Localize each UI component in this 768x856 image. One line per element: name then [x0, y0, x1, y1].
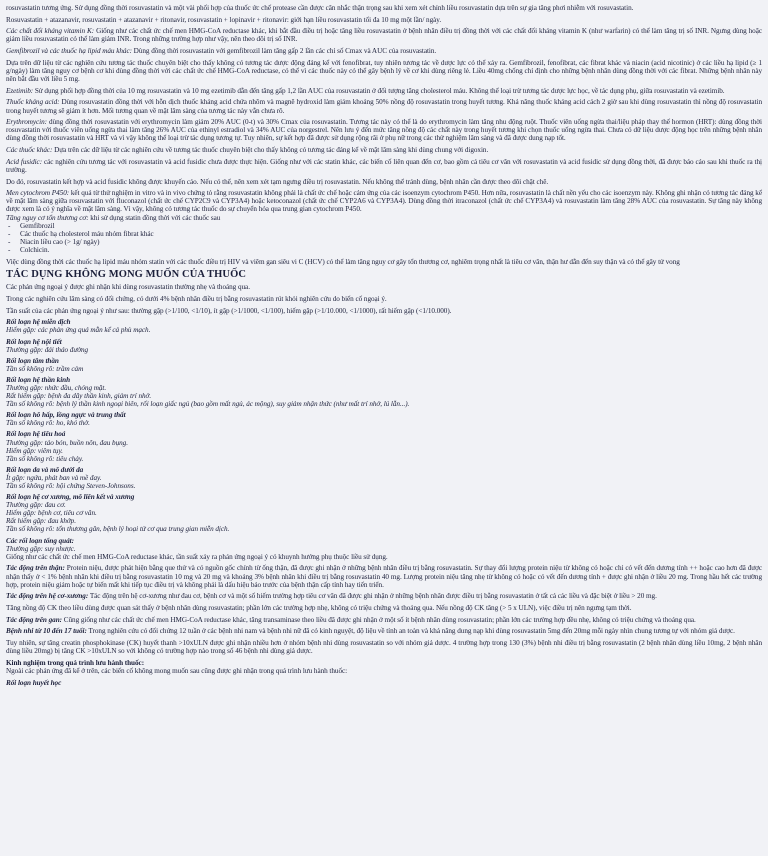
ae-line: Tần số không rõ: hội chứng Steven-Johnsons.: [6, 482, 136, 490]
paragraph: [6, 283, 762, 291]
paragraph-text: Các phản ứng ngoại ý được ghi nhận khi dùng rosuvastatin thường nhẹ và thoáng qua.: [6, 283, 250, 292]
paragraph-text: Các thuốc hạ cholesterol máu nhóm fibrat khác: [20, 229, 154, 238]
paragraph: [6, 616, 762, 624]
ae-line: Hiếm gặp: viêm tụy.: [6, 446, 63, 455]
paragraph-text: Trong nghiên cứu có đối chứng 12 tuần ở các bệnh nhi nam và bệnh nhi nữ đã có kinh nguyệt, độ liệu về tính an toàn và khả năng dung nạp khi dùng rosuvastatin 5mg đến 20mg mỗi ngày nhìn chung tương tự với nhóm giả dược.: [86, 627, 735, 636]
paragraph-text: Gemfibrozil: [20, 221, 55, 230]
paragraph: [6, 158, 762, 174]
paragraph-lead: Tác động trên thận:: [6, 564, 65, 573]
paragraph-lead: Tăng nguy cơ tổn thương cơ:: [6, 213, 89, 222]
paragraph-text: khi sử dụng statin đồng thời với các thuốc sau: [88, 213, 221, 222]
paragraph-text: Dựa trên các dữ liệu từ các nghiên cứu về tương tác thuốc chuyên biệt cho thấy không có tương tác đáng kể về mặt lâm sàng khi dùng chung với digoxin.: [52, 146, 489, 155]
paragraph: [6, 307, 762, 315]
paragraph-lead: Erythromycin:: [6, 118, 47, 127]
paragraph-lead: Bệnh nhi từ 10 đến 17 tuổi:: [6, 627, 87, 636]
paragraph: [6, 639, 762, 655]
paragraph-lead: Các thuốc khác:: [6, 146, 53, 155]
paragraph-text: Việc dùng đồng thời các thuốc hạ lipid máu nhóm statin với các thuốc điều trị HIV và viêm gan siêu vi C (HCV) có thể làm tăng nguy cơ gây tổn thương cơ, nghiêm trọng nhất là tiêu cơ vân, thận hư dẫn đến suy thận và có thể gây tử vong: [6, 257, 680, 266]
paragraph: [6, 295, 762, 303]
paragraph: [6, 627, 762, 635]
paragraph-text: các nghiên cứu tương tác với rosuvastatin và acid fusidic chưa được thực hiện. Giống như với các statin khác, các biến cố liên quan đến cơ, bao gồm cả tiêu cơ vân với rosuvastatin và acid fusidic sử dụng đồng thời, đã được báo cáo sau khi thuốc ra thị trường.: [6, 157, 762, 174]
paragraph-text: Rosuvastatin + atazanavir, rosuvastatin + atazanavir + ritonavir, rosuvastatin + lopinavir + ritonavir: giới hạn liều rosuvastatin tối đa 10 mg một lần/ ngày.: [6, 15, 442, 24]
paragraph-text: Protein niệu, được phát hiện bằng que thử và có nguồn gốc chính từ ống thận, đã được ghi nhận ở những bệnh nhân điều trị bằng rosuvastatin. Sự thay đổi lượng protein niệu từ không có hoặc chỉ có vết đến dương tính ++ hoặc cao hơn đã được nhận thấy ở < 1% bệnh nhân khi điều trị bằng rosuvastatin 10 mg và 20 mg và khoảng 3% bệnh nhân khi điều trị bằng rosuvastatin 40 mg. Lượng protein niệu tăng nhẹ từ không có hoặc có vết đến dương tính + được ghi nhận ở liều 20 mg. Trong hầu hết các trường hợp, protein niệu giảm hoặc tự biến mất khi tiếp tục điều trị và không phải là dấu hiệu báo trước của bệnh thận cấp tính hay tiến triển.: [6, 564, 762, 589]
paragraph-text: Niacin liều cao (> 1g/ ngày): [20, 237, 100, 246]
ae-line: Tần số không rõ: ho, khó thở.: [6, 419, 90, 428]
ae-group-title: Rối loạn hệ nội tiết: [6, 337, 62, 346]
ae-line: Thường gặp: nhức đầu, chóng mặt.: [6, 383, 107, 392]
paragraph: [6, 178, 762, 186]
paragraph-text: Rối loạn huyết học: [6, 678, 62, 687]
ae-line: Tần số không rõ: trầm cảm: [6, 364, 84, 373]
paragraph-text: Tần suất của các phản ứng ngoại ý như sau: thường gặp (>1/100, <1/10), ít gặp (>1/1000, <1/100), hiếm gặp (>1/10.000, <1/1000), rất hiếm gặp (<1/10.000).: [6, 306, 452, 315]
paragraph: [6, 564, 762, 588]
paragraph: [6, 189, 762, 213]
paragraph: [6, 87, 762, 95]
paragraph: [6, 258, 762, 266]
paragraph: [6, 4, 762, 12]
adverse-details: [6, 553, 762, 687]
paragraph: [6, 118, 762, 142]
paragraph-text: Trong các nghiên cứu lâm sàng có đối chứng, có dưới 4% bệnh nhân điều trị bằng rosuvastatin rút khỏi nghiên cứu do biến cố ngoại ý.: [6, 294, 387, 303]
ae-line: Thường gặp: đau cơ.: [6, 501, 66, 510]
ae-line: Tần số không rõ: bệnh lý thần kinh ngoại biên, rối loạn giấc ngủ (bao gồm mất ngủ, ác mộng), suy giảm nhận thức (như mất trí nhớ, lú lẫn...).: [6, 400, 410, 409]
ae-line: Tần số không rõ: tiêu chảy.: [6, 454, 84, 463]
paragraph: [20, 230, 762, 238]
paragraph-lead: Men cytochrom P450:: [6, 189, 70, 198]
ae-group-title: Rối loạn tâm thần: [6, 356, 59, 365]
paragraph-text: Dùng rosuvastatin đồng thời với hỗn dịch thuốc kháng acid chứa nhôm và magnê hydroxid làm giảm khoảng 50% nồng độ rosuvastatin trong huyết tương. Khả năng thuốc kháng acid cách 2 giờ sau khi dùng rosuvastatin thì nồng độ rosuvastatin trong huyết tương sẽ giảm ít hơn. Mối tương quan về mặt lâm sàng của tương tác này vẫn chưa rõ.: [6, 98, 762, 115]
paragraph-text: rosuvastatin tương ứng. Sử dụng đồng thời rosuvastatin và một vài phối hợp của thuốc ức chế protease cần được cân nhắc thận trọng sau khi xem xét chỉnh liều rosuvastatin dựa trên sự gia tăng phơi nhiễm với rosuvastatin.: [6, 4, 634, 12]
ae-line: Hiếm gặp: bệnh cơ, tiêu cơ vân.: [6, 509, 97, 518]
paragraph-text: dùng đồng thời rosuvastatin với erythromycin làm giảm 20% AUC (0-t) và 30% Cmax của rosuvastatin. Tương tác này có thể là do erythromycin làm tăng nhu động ruột. Thuốc viên uống ngừa thai/liệu pháp thay thế hormon (HRT): dùng đồng thời rosuvastatin với thuốc viên uống ngừa thai làm tăng 26% AUC của ethinyl estradiol và 34% AUC của norgestrel. Nên lưu ý đến mức tăng nồng độ các chất này trong huyết tương khi chọn thuốc uống ngừa thai. Chưa có dữ liệu dược động học trên những bệnh nhân dùng đồng thời rosuvastatin và HRT và vì vậy không thể loại trừ tác dụng tương tự. Tuy nhiên, sự kết hợp đã được sử dụng rộng rãi ở phụ nữ trong các thử nghiệm lâm sàng và đã được dung nạp tốt.: [6, 118, 762, 143]
paragraph-lead: Tác động trên gan:: [6, 615, 63, 624]
paragraph-lead: Gemfibrozil và các thuốc hạ lipid máu khác:: [6, 47, 132, 56]
paragraph-lead: Các chất đối kháng vitamin K:: [6, 27, 95, 36]
paragraph: [6, 146, 762, 154]
ae-group-title: Rối loạn hệ thần kinh: [6, 375, 71, 384]
paragraph: [20, 246, 762, 254]
paragraph: [6, 667, 762, 675]
paragraph-lead: Tác động trên hệ cơ-xương:: [6, 592, 89, 601]
paragraph-lead: Acid fusidic:: [6, 157, 43, 166]
paragraph-text: Tác động trên hệ cơ-xương như đau cơ, bệnh cơ và một số hiếm trường hợp tiêu cơ vân đã được ghi nhận ở những bệnh nhân được điều trị bằng rosuvastatin ở tất cả các liều và đặc biệt ở liều > 20 mg.: [88, 592, 657, 601]
ae-group-title: Rối loạn hô hấp, lồng ngực và trung thất: [6, 411, 126, 420]
paragraph: [20, 238, 762, 246]
paragraph-text: Tuy nhiên, sự tăng creatin phosphokinase (CK) huyết thanh >10xULN được ghi nhận nhiều hơn ở nhóm bệnh nhi dùng rosuvastatin so với nhóm giả dược. 4 trường hợp trong 130 (3%) bệnh nhi điều trị bằng rosuvastatin (2 bệnh nhân dùng liều 10mg, 2 bệnh nhân dùng liều 20mg) bị tăng CK >10xULN so với không có trường hợp nào trong số 46 bệnh nhi dùng giả dược.: [6, 639, 762, 656]
ae-group-title: Rối loạn hệ cơ xương, mô liên kết và xương: [6, 493, 135, 502]
section-heading: TÁC DỤNG KHÔNG MONG MUỐN CỦA THUỐC: [6, 269, 247, 281]
paragraph: [6, 659, 762, 667]
paragraph-text: Giống như các chất ức chế men HMG-CoA reductase khác, tần suất xảy ra phản ứng ngoại ý có khuynh hướng phụ thuộc liều sử dụng.: [6, 552, 388, 561]
ae-line: Thường gặp: táo bón, buồn nôn, đau bụng.: [6, 438, 128, 447]
paragraph-lead: Thuốc kháng acid:: [6, 98, 60, 107]
ae-line: Tần số không rõ: tổn thương gân, bệnh lý hoại tử cơ qua trung gian miễn dịch.: [6, 525, 230, 534]
paragraph: [6, 98, 762, 114]
paragraph-lead: Ezetimib:: [6, 86, 34, 95]
paragraph-text: Dựa trên dữ liệu từ các nghiên cứu tương tác thuốc chuyên biệt cho thấy không có tương tác dược động đáng kể với fenofibrat, tuy nhiên tương tác về dược lực có thể xảy ra. Gemfibrozil, fenofibrat, các fibrat khác và niacin (acid nicotinic) ở các liều hạ lipid (≥ 1 g/ngày) làm tăng nguy cơ bệnh cơ khi dùng đồng thời với các chất ức chế HMG-CoA reductase, có thể vì các thuốc này có thể gây bệnh lý về cơ khi dùng riêng lẻ. Liều 40mg chống chỉ định cho những bệnh nhân dùng đồng thời với các fibrat. Những bệnh nhân này nên bắt đầu với liều 5 mg.: [6, 58, 762, 84]
ae-group-title: Các rối loạn tổng quát:: [6, 536, 74, 545]
paragraph: [6, 27, 762, 43]
ae-line: Ít gặp: ngứa, phát ban và mề đay.: [6, 473, 102, 482]
paragraph: [6, 604, 762, 612]
paragraph: [20, 222, 762, 230]
ae-line: Hiếm gặp: các phản ứng quá mẫn kể cả phù mạch.: [6, 326, 151, 335]
paragraph-text: Dùng đồng thời rosuvastatin với gemfibrozil làm tăng gấp 2 lần các chỉ số Cmax và AUC của rosuvastatin.: [131, 47, 437, 56]
paragraph-text: Sử dụng phối hợp đồng thời của 10 mg rosuvastatin và 10 mg ezetimib dẫn đến tăng gấp 1,2 lần AUC của rosuvastatin ở đối tượng tăng cholesterol máu. Không thể loại trừ tương tác dược lực học, về tác dụng phụ, giữa rosuvastatin và ezetimib.: [33, 86, 725, 95]
paragraph-text: Colchicin.: [20, 245, 50, 254]
paragraph: [6, 679, 762, 687]
paragraph-text: kết quả từ thử nghiệm in vitro và in vivo chứng tỏ rằng rosuvastatin không phải là chất ức chế hoặc cảm ứng của các isoenzym cytochrom P450. Hơn nữa, rosuvastatin là chất nền yếu cho các isoenzym này. Không ghi nhận có tương tác đáng kể về mặt lâm sàng giữa rosuvastatin với fluconazol (chất ức chế CYP2C9 và CYP3A4) hoặc ketoconazol (chất ức chế CYP2A6 và CYP3A4). Dùng đồng thời itraconazol (chất ức chế CYP3A4) và rosuvastatin làm tăng 28% AUC của rosuvastatin. Sự tăng này không được xem là có ý nghĩa về mặt lâm sàng. Vì vậy, không có tương tác thuốc do sự chuyển hóa qua trung gian cytochrom P450.: [6, 189, 762, 214]
paragraph-text: Giống như các chất ức chế men HMG-CoA reductase khác, khi bắt đầu điều trị hoặc tăng liều rosuvastatin ở bệnh nhân điều trị đồng thời với các chất đối kháng vitamin K (như warfarin) có thể làm tăng trị số INR. Ngưng dùng hoặc giảm liều rosuvastatin có thể làm giảm INR. Trong những trường hợp như vậy, nên theo dõi trị số INR.: [6, 27, 762, 44]
ae-group-title: Rối loạn hệ miễn dịch: [6, 318, 71, 327]
ae-line: Thường gặp: suy nhược.: [6, 544, 76, 553]
ae-group-title: Rối loạn hệ tiêu hoá: [6, 430, 66, 439]
paragraph-text: Cũng giống như các chất ức chế men HMG-CoA reductase khác, tăng transaminase theo liều đã được ghi nhận ở một số ít bệnh nhân dùng rosuvastatin; phần lớn các trường hợp đều nhẹ, không có triệu chứng và thoáng qua.: [62, 615, 696, 624]
paragraph: [6, 214, 762, 222]
ae-line: Rất hiếm gặp: bệnh đa dây thần kinh, giảm trí nhớ.: [6, 392, 152, 401]
adverse-intro: [6, 283, 762, 314]
ae-group-title: Rối loạn da và mô dưới da: [6, 465, 84, 474]
paragraph: [6, 553, 762, 561]
paragraph-lead: Kinh nghiệm trong quá trình lưu hành thuốc:: [6, 658, 145, 667]
paragraph-text: Do đó, rosuvastatin kết hợp và acid fusidic không được khuyến cáo. Nếu có thể, nên xem xét tạm ngưng điều trị rosuvastatin. Nếu không thể tránh dùng, bệnh nhân cần được theo dõi chặt chẽ.: [6, 177, 549, 186]
paragraph: [6, 16, 762, 24]
paragraph-text: Tăng nồng độ CK theo liều dùng được quan sát thấy ở bệnh nhân dùng rosuvastatin; phần lớn các trường hợp nhẹ, không có triệu chứng và thoáng qua. Nếu nồng độ CK tăng (> 5 x ULN), việc điều trị nên ngưng tạm thời.: [6, 604, 632, 612]
paragraph: [6, 592, 762, 600]
ae-line: Thường gặp: đái tháo đường: [6, 345, 89, 354]
ae-line: Rất hiếm gặp: đau khớp.: [6, 517, 76, 526]
paragraph: [6, 47, 762, 55]
paragraph-text: Ngoài các phản ứng đã kể ở trên, các biến cố không mong muốn sau cũng được ghi nhận trong quá trình lưu hành thuốc:: [6, 666, 348, 675]
paragraph: [6, 59, 762, 83]
adverse-groups: [6, 318, 762, 552]
interactions-section: [6, 4, 762, 266]
